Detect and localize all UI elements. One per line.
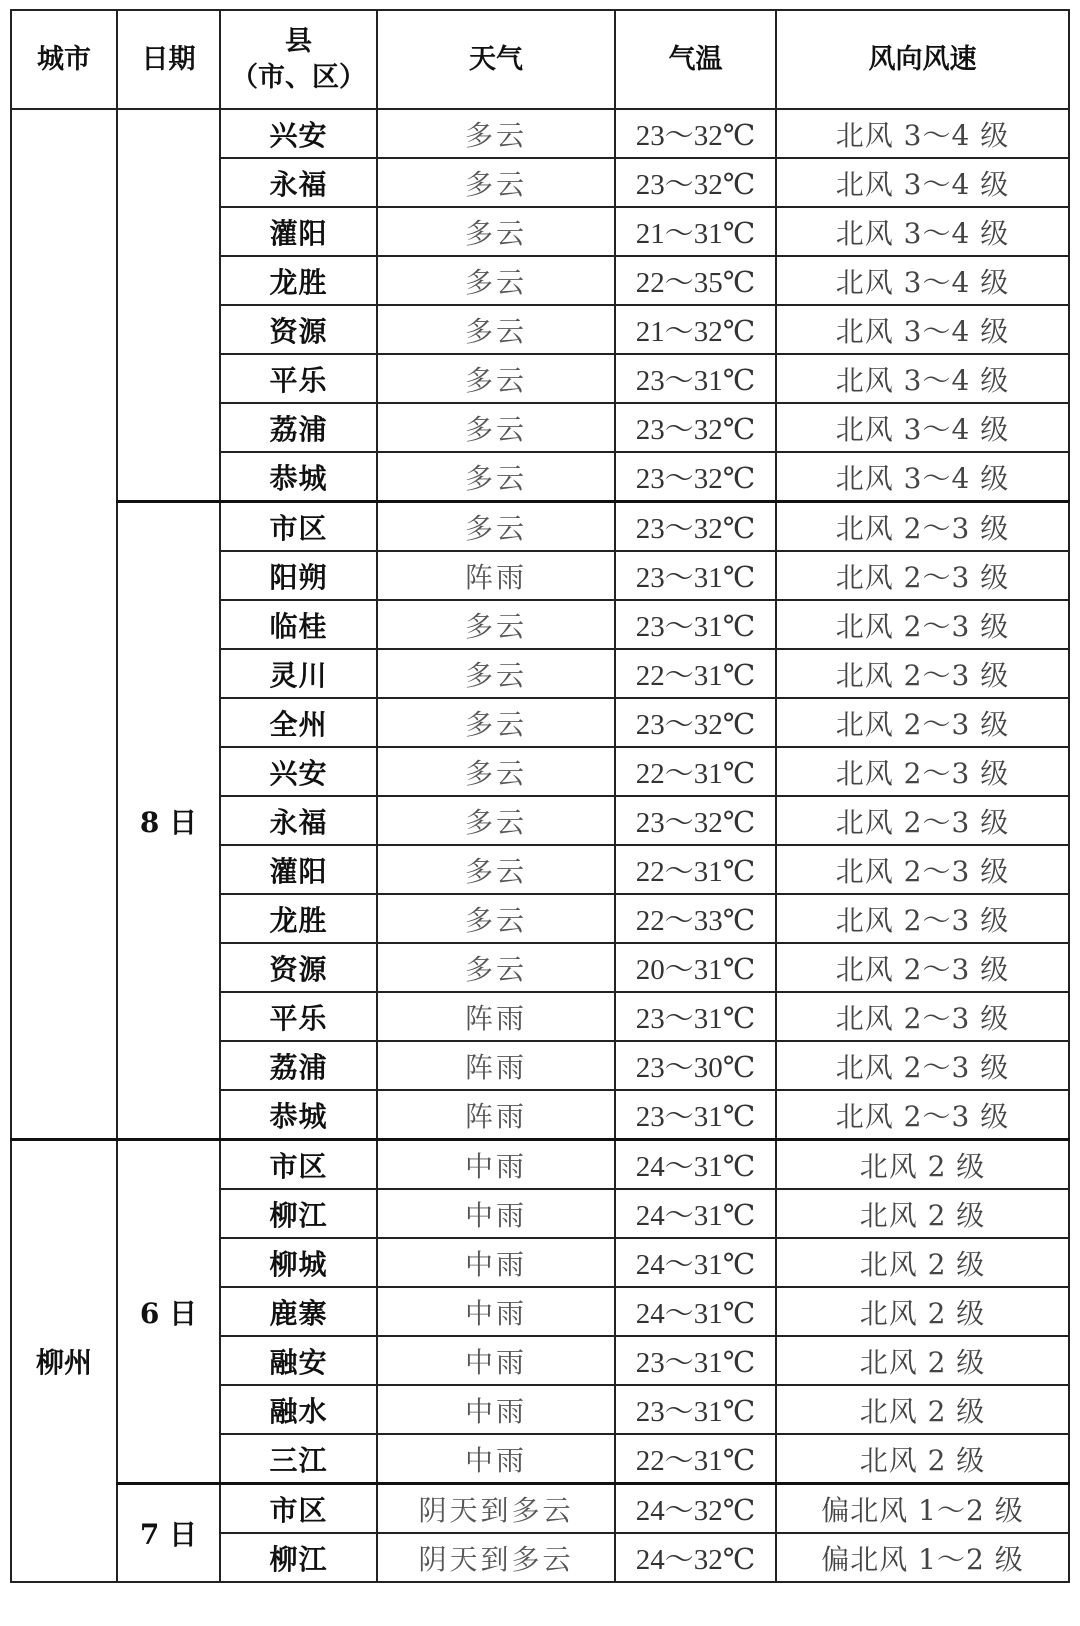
wind-cell: 北风 3～4 级 — [776, 158, 1069, 207]
temperature-cell: 23～31℃ — [615, 1385, 776, 1434]
weather-cell: 多云 — [377, 796, 615, 845]
county-cell: 兴安 — [220, 747, 377, 796]
wind-cell: 偏北风 1～2 级 — [776, 1484, 1069, 1534]
weather-cell: 阴天到多云 — [377, 1533, 615, 1582]
temperature-cell: 22～31℃ — [615, 845, 776, 894]
wind-cell: 北风 2 级 — [776, 1287, 1069, 1336]
table-row — [11, 1140, 1069, 1190]
wind-cell: 北风 2～3 级 — [776, 747, 1069, 796]
wind-cell: 北风 2 级 — [776, 1385, 1069, 1434]
temperature-cell: 24～31℃ — [615, 1140, 776, 1190]
weather-cell: 中雨 — [377, 1336, 615, 1385]
temperature-cell: 23～31℃ — [615, 600, 776, 649]
weather-cell: 多云 — [377, 698, 615, 747]
county-cell: 柳城 — [220, 1238, 377, 1287]
temperature-cell: 23～32℃ — [615, 403, 776, 452]
county-cell: 龙胜 — [220, 256, 377, 305]
temperature-cell: 23～31℃ — [615, 551, 776, 600]
weather-cell: 多云 — [377, 305, 615, 354]
table-body — [11, 109, 1069, 1582]
county-cell: 灌阳 — [220, 845, 377, 894]
weather-cell: 阵雨 — [377, 551, 615, 600]
temperature-cell: 23～32℃ — [615, 502, 776, 552]
county-cell: 恭城 — [220, 1090, 377, 1140]
wind-cell: 北风 3～4 级 — [776, 256, 1069, 305]
temperature-cell: 23～32℃ — [615, 796, 776, 845]
county-cell: 恭城 — [220, 452, 377, 502]
county-cell: 资源 — [220, 943, 377, 992]
temperature-cell: 22～31℃ — [615, 747, 776, 796]
temperature-cell: 22～33℃ — [615, 894, 776, 943]
county-cell: 柳江 — [220, 1189, 377, 1238]
weather-cell: 多云 — [377, 502, 615, 552]
temperature-cell: 23～31℃ — [615, 1090, 776, 1140]
weather-cell: 阵雨 — [377, 992, 615, 1041]
wind-cell: 北风 2～3 级 — [776, 551, 1069, 600]
county-cell: 市区 — [220, 502, 377, 552]
weather-cell: 阵雨 — [377, 1041, 615, 1090]
weather-cell: 多云 — [377, 894, 615, 943]
weather-cell: 多云 — [377, 158, 615, 207]
county-cell: 荔浦 — [220, 1041, 377, 1090]
temperature-cell: 24～32℃ — [615, 1533, 776, 1582]
temperature-cell: 22～31℃ — [615, 1434, 776, 1484]
date-cell: 7 日 — [117, 1484, 220, 1583]
weather-cell: 多云 — [377, 600, 615, 649]
header-date: 日期 — [117, 10, 220, 109]
table-row — [11, 1484, 1069, 1534]
wind-cell: 北风 2 级 — [776, 1238, 1069, 1287]
temperature-cell: 22～31℃ — [615, 649, 776, 698]
wind-cell: 北风 2～3 级 — [776, 943, 1069, 992]
temperature-cell: 21～32℃ — [615, 305, 776, 354]
county-cell: 荔浦 — [220, 403, 377, 452]
wind-cell: 北风 2～3 级 — [776, 649, 1069, 698]
county-cell: 永福 — [220, 796, 377, 845]
temperature-cell: 24～31℃ — [615, 1287, 776, 1336]
wind-cell: 北风 2～3 级 — [776, 600, 1069, 649]
county-cell: 灌阳 — [220, 207, 377, 256]
weather-cell: 阵雨 — [377, 1090, 615, 1140]
county-cell: 鹿寨 — [220, 1287, 377, 1336]
wind-cell: 北风 2～3 级 — [776, 845, 1069, 894]
wind-cell: 北风 2～3 级 — [776, 1041, 1069, 1090]
county-cell: 阳朔 — [220, 551, 377, 600]
temperature-cell: 22～35℃ — [615, 256, 776, 305]
wind-cell: 北风 3～4 级 — [776, 305, 1069, 354]
weather-cell: 多云 — [377, 354, 615, 403]
temperature-cell: 20～31℃ — [615, 943, 776, 992]
county-cell: 柳江 — [220, 1533, 377, 1582]
wind-cell: 北风 2～3 级 — [776, 698, 1069, 747]
wind-cell: 北风 3～4 级 — [776, 354, 1069, 403]
date-cell — [117, 109, 220, 502]
weather-cell: 多云 — [377, 747, 615, 796]
county-cell: 灵川 — [220, 649, 377, 698]
wind-cell: 北风 2 级 — [776, 1189, 1069, 1238]
table-header — [11, 10, 1069, 109]
wind-cell: 北风 2～3 级 — [776, 796, 1069, 845]
table-row — [11, 502, 1069, 552]
county-cell: 全州 — [220, 698, 377, 747]
wind-cell: 北风 2～3 级 — [776, 502, 1069, 552]
wind-cell: 北风 2～3 级 — [776, 1090, 1069, 1140]
header-temperature: 气温 — [615, 10, 776, 109]
table-row — [11, 109, 1069, 158]
temperature-cell: 24～31℃ — [615, 1189, 776, 1238]
weather-forecast-table — [10, 9, 1070, 1583]
weather-cell: 多云 — [377, 452, 615, 502]
wind-cell: 北风 3～4 级 — [776, 403, 1069, 452]
temperature-cell: 23～32℃ — [615, 109, 776, 158]
weather-cell: 多云 — [377, 943, 615, 992]
wind-cell: 北风 2～3 级 — [776, 894, 1069, 943]
weather-cell: 多云 — [377, 109, 615, 158]
header-city: 城市 — [11, 10, 117, 109]
temperature-cell: 23～32℃ — [615, 158, 776, 207]
header-county-line2: （市、区） — [231, 61, 366, 93]
date-cell: 8 日 — [117, 502, 220, 1140]
date-cell: 6 日 — [117, 1140, 220, 1484]
county-cell: 龙胜 — [220, 894, 377, 943]
county-cell: 兴安 — [220, 109, 377, 158]
county-cell: 三江 — [220, 1434, 377, 1484]
wind-cell: 北风 3～4 级 — [776, 207, 1069, 256]
county-cell: 平乐 — [220, 992, 377, 1041]
header-county — [220, 10, 377, 109]
wind-cell: 北风 2～3 级 — [776, 992, 1069, 1041]
temperature-cell: 23～32℃ — [615, 452, 776, 502]
county-cell: 融安 — [220, 1336, 377, 1385]
weather-cell: 中雨 — [377, 1238, 615, 1287]
weather-cell: 中雨 — [377, 1434, 615, 1484]
weather-cell: 中雨 — [377, 1287, 615, 1336]
wind-cell: 北风 2 级 — [776, 1140, 1069, 1190]
weather-cell: 多云 — [377, 649, 615, 698]
wind-cell: 北风 3～4 级 — [776, 109, 1069, 158]
weather-cell: 多云 — [377, 403, 615, 452]
city-cell — [11, 109, 117, 1140]
temperature-cell: 24～32℃ — [615, 1484, 776, 1534]
temperature-cell: 21～31℃ — [615, 207, 776, 256]
weather-cell: 中雨 — [377, 1385, 615, 1434]
header-weather: 天气 — [377, 10, 615, 109]
temperature-cell: 23～31℃ — [615, 992, 776, 1041]
weather-cell: 中雨 — [377, 1189, 615, 1238]
weather-cell: 多云 — [377, 845, 615, 894]
weather-cell: 多云 — [377, 256, 615, 305]
wind-cell: 北风 3～4 级 — [776, 452, 1069, 502]
weather-cell: 阴天到多云 — [377, 1484, 615, 1534]
temperature-cell: 23～31℃ — [615, 1336, 776, 1385]
county-cell: 平乐 — [220, 354, 377, 403]
county-cell: 永福 — [220, 158, 377, 207]
weather-cell: 多云 — [377, 207, 615, 256]
header-wind: 风向风速 — [776, 10, 1069, 109]
header-county-line1: 县 — [285, 25, 312, 57]
county-cell: 资源 — [220, 305, 377, 354]
temperature-cell: 23～32℃ — [615, 698, 776, 747]
county-cell: 融水 — [220, 1385, 377, 1434]
weather-cell: 中雨 — [377, 1140, 615, 1190]
county-cell: 市区 — [220, 1140, 377, 1190]
temperature-cell: 23～31℃ — [615, 354, 776, 403]
wind-cell: 北风 2 级 — [776, 1434, 1069, 1484]
county-cell: 临桂 — [220, 600, 377, 649]
city-cell: 柳州 — [11, 1140, 117, 1583]
county-cell: 市区 — [220, 1484, 377, 1534]
wind-cell: 偏北风 1～2 级 — [776, 1533, 1069, 1582]
temperature-cell: 24～31℃ — [615, 1238, 776, 1287]
temperature-cell: 23～30℃ — [615, 1041, 776, 1090]
wind-cell: 北风 2 级 — [776, 1336, 1069, 1385]
